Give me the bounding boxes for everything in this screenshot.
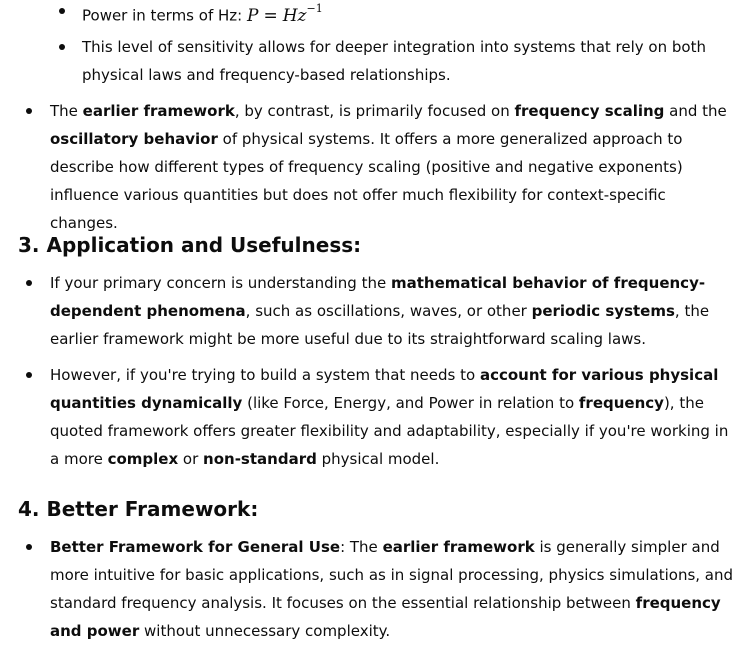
list-item-sensitivity	[0, 33, 750, 89]
list-item-power-hz	[0, 0, 750, 30]
list-application-1	[0, 269, 750, 353]
bullet-icon	[26, 280, 32, 286]
list-application-2	[0, 361, 750, 473]
bullet-icon	[26, 372, 32, 378]
bullet-icon	[59, 44, 65, 50]
list-item-math-behavior: If your primary concern is understanding the mathematical behavior of frequency-dependent phenomena, such as oscillations, waves, or other periodic systems, the earlier framework might be more useful due to its straightforward scaling laws.	[0, 269, 750, 353]
section-heading-better-framework: 4. Better Framework:	[18, 497, 259, 521]
bullet-icon	[26, 544, 32, 550]
power-prefix: Power in terms of Hz:	[82, 6, 247, 25]
nested-list	[0, 0, 750, 30]
bullet-icon	[26, 108, 32, 114]
list-item-general-use: Better Framework for General Use: The earlier framework is generally simpler and more intuitive for basic applications, such as in signal processing, physics simulations, and standard frequency analysis. It focuses on the essential relationship between frequency and power without unnecessary complexity.	[0, 533, 750, 645]
section-heading-application: 3. Application and Usefulness:	[18, 233, 362, 257]
sensitivity-text: This level of sensitivity allows for deeper integration into systems that rely on both physical laws and frequency-based relationships.	[82, 38, 706, 84]
list-item-dynamic-quantities: However, if you're trying to build a system that needs to account for various physical quantities dynamically (like Force, Energy, and Power in relation to frequency), the quoted framework offers greater flexibility and adaptability, especially if you're working in a more complex or non-standard physical model.	[0, 361, 750, 473]
power-formula: $P = Hz^{-1}$	[246, 2, 323, 26]
nested-list-2	[0, 33, 750, 89]
list-earlier	[0, 97, 750, 237]
list-item-earlier-framework: The earlier framework, by contrast, is primarily focused on frequency scaling and the oscillatory behavior of physical systems. It offers a more generalized approach to describe how different types of frequency scaling (positive and negative exponents) influence various quantities but does not offer much flexibility for context-specific changes.	[0, 97, 750, 237]
bullet-icon	[59, 8, 65, 14]
list-better-framework	[0, 533, 750, 645]
